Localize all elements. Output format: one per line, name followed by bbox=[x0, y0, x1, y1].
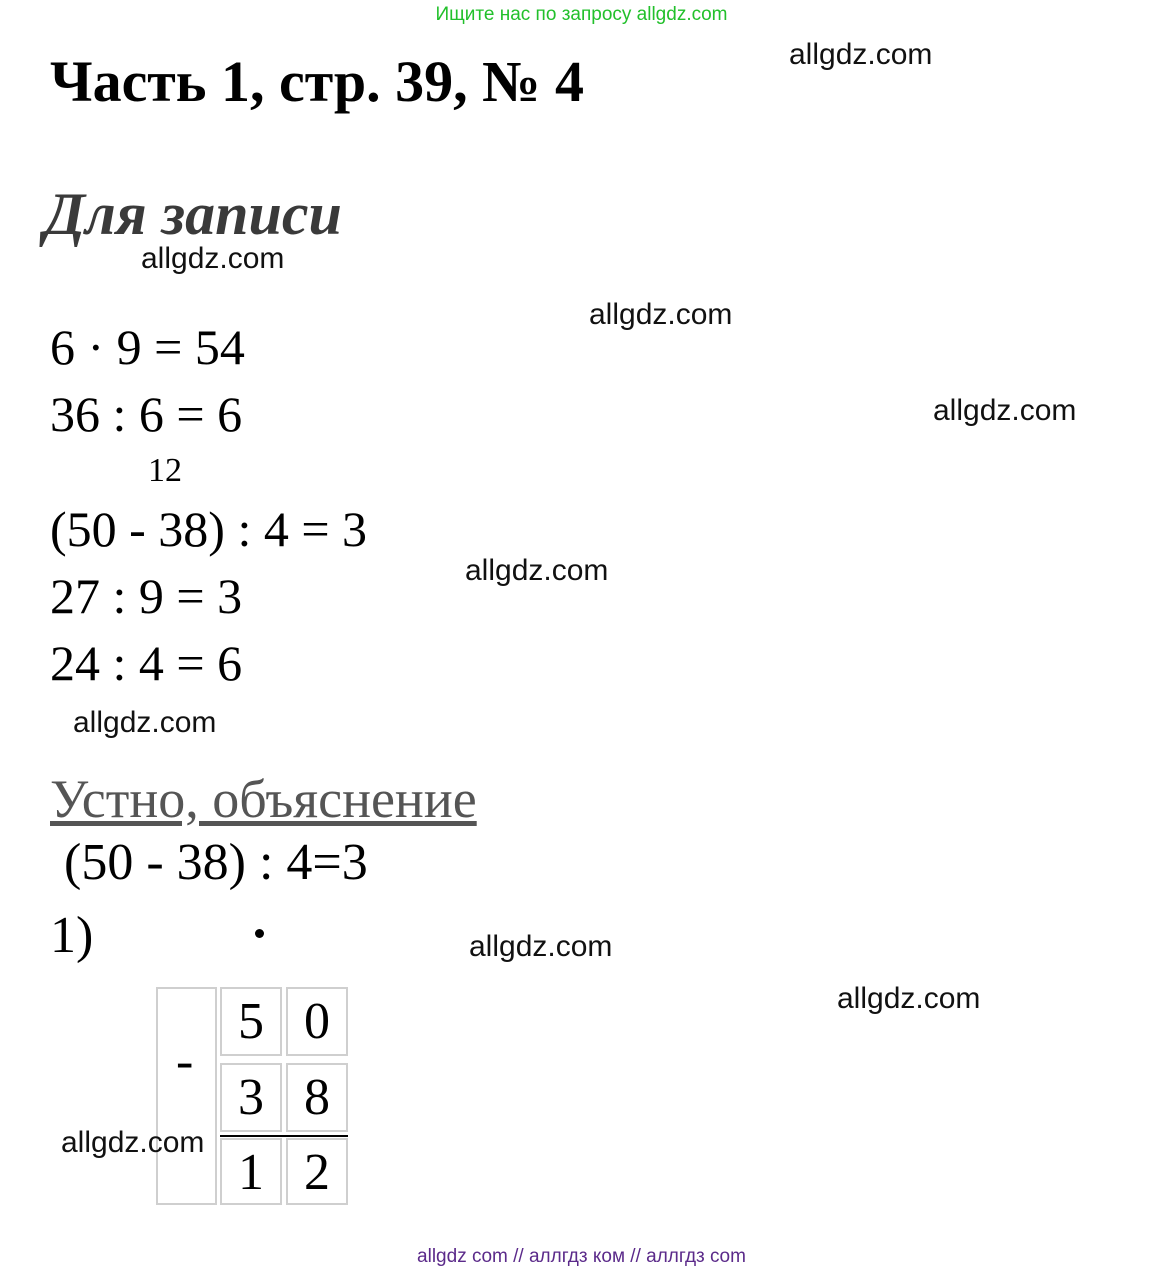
watermark: allgdz.com bbox=[469, 930, 613, 963]
operator-cell bbox=[156, 987, 217, 1205]
watermark: allgdz.com bbox=[465, 554, 609, 587]
equation-1: 6 · 9 = 54 bbox=[50, 319, 245, 375]
subtrahend-digit: 8 bbox=[286, 1063, 348, 1132]
watermark: allgdz.com bbox=[61, 1126, 205, 1159]
watermark: allgdz.com bbox=[789, 38, 933, 71]
equation-2: 36 : 6 = 6 bbox=[50, 386, 243, 442]
oral-expression: (50 - 38) : 4=3 bbox=[64, 834, 368, 891]
subtrahend-digit: 3 bbox=[220, 1063, 282, 1132]
watermark: allgdz.com bbox=[837, 982, 981, 1015]
intermediate-result: 12 bbox=[148, 452, 182, 489]
equation-4: 27 : 9 = 3 bbox=[50, 568, 243, 624]
watermark: allgdz.com bbox=[589, 298, 733, 331]
top-banner[interactable]: Ищите нас по запросу allgdz.com bbox=[435, 4, 728, 25]
watermark: allgdz.com bbox=[141, 242, 285, 275]
watermark: allgdz.com bbox=[73, 706, 217, 739]
footer-links[interactable]: allgdz com // аллгдз ком // аллгдз com bbox=[417, 1246, 746, 1267]
result-line bbox=[220, 1135, 348, 1137]
step-label: 1) bbox=[50, 907, 94, 964]
section-heading-write: Для записи bbox=[44, 181, 342, 247]
minus-sign: - bbox=[176, 1033, 194, 1090]
result-digit: 2 bbox=[286, 1138, 348, 1205]
minuend-digit: 0 bbox=[286, 987, 348, 1056]
minuend-digit: 5 bbox=[220, 987, 282, 1056]
equation-5: 24 : 4 = 6 bbox=[50, 635, 243, 691]
multiply-dot bbox=[255, 929, 264, 938]
equation-3: (50 - 38) : 4 = 3 bbox=[50, 501, 368, 557]
page-title: Часть 1, стр. 39, № 4 bbox=[50, 49, 584, 114]
watermark: allgdz.com bbox=[933, 394, 1077, 427]
result-digit: 1 bbox=[220, 1138, 282, 1205]
section-heading-oral: Устно, объяснение bbox=[50, 769, 477, 829]
